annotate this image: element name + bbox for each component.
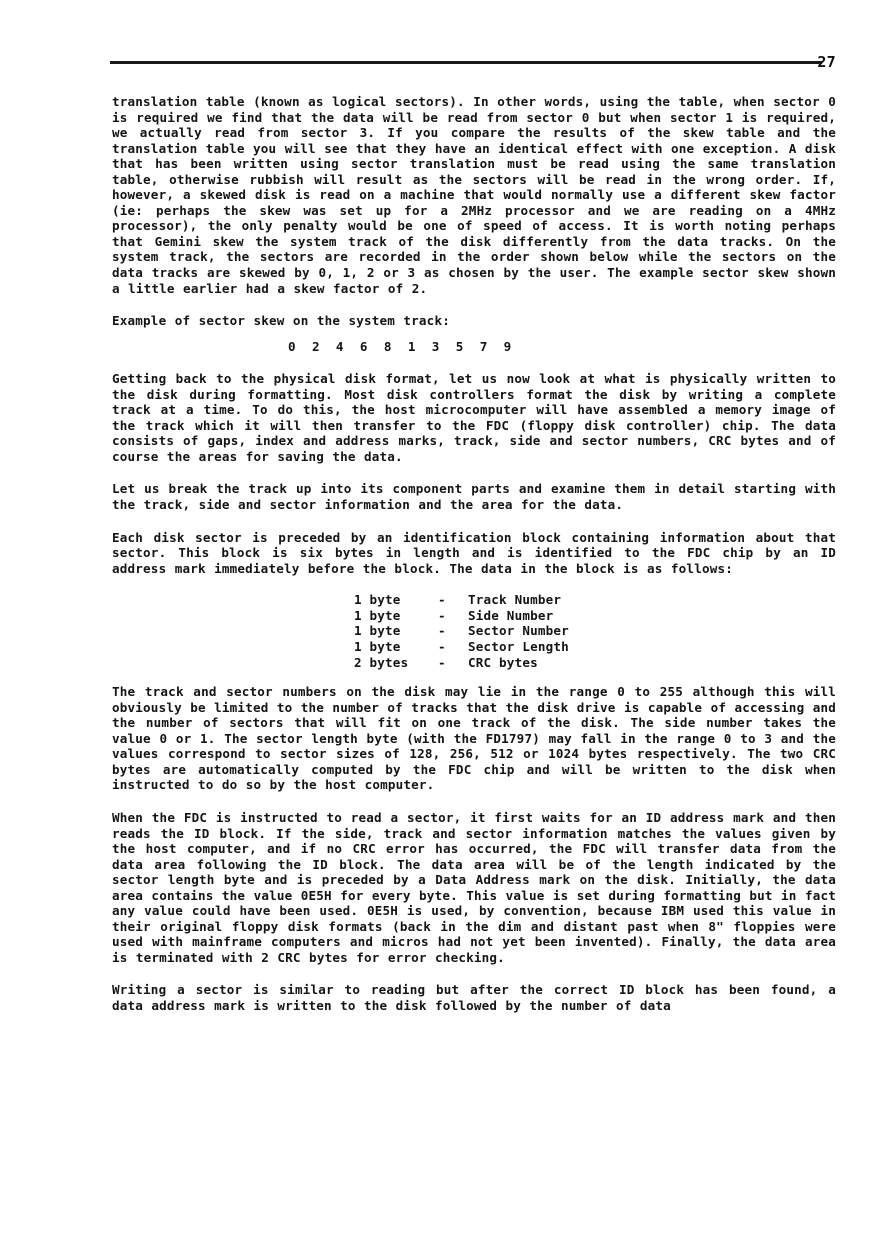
id-block-separator: -	[438, 607, 446, 623]
id-block-row	[354, 639, 836, 655]
id-block-separator: -	[438, 654, 446, 670]
id-block-quantity: 1 byte	[354, 623, 401, 639]
id-block-label: CRC bytes	[468, 654, 538, 670]
document-body	[112, 94, 836, 1031]
id-block-row	[354, 608, 836, 624]
paragraph-writing-sector: Writing a sector is similar to reading but after the correct ID block has been found, a data address mark is written to the disk followed by the number of data	[112, 982, 836, 1014]
page-header	[110, 52, 836, 82]
id-block-label: Track Number	[468, 592, 562, 608]
skew-sequence-values: 0 2 4 6 8 1 3 5 7 9	[288, 338, 515, 354]
header-rule	[110, 61, 822, 64]
id-block-row	[354, 623, 836, 639]
id-block-quantity: 1 byte	[354, 607, 401, 623]
id-block-quantity: 1 byte	[354, 639, 401, 654]
paragraph-identification-block: Each disk sector is preceded by an identification block containing information about that sector. This block is six bytes in length and is identified to the FDC chip by an ID address mark immediately before the block. The data in the block is as follows:	[112, 529, 836, 576]
id-block-label: Sector Number	[468, 623, 569, 639]
paragraph-break-track-parts: Let us break the track up into its component parts and examine them in detail starting with the track, side and sector information and the area for the data.	[112, 481, 836, 513]
id-block-separator: -	[438, 592, 446, 608]
id-block-row	[354, 592, 836, 608]
id-block-label: Side Number	[468, 607, 554, 623]
id-block-separator: -	[438, 623, 446, 639]
id-block-quantity: 1 byte	[354, 592, 401, 608]
skew-example-caption: Example of sector skew on the system track:	[112, 313, 450, 329]
paragraph-track-sector-ranges: The track and sector numbers on the disk may lie in the range 0 to 255 although this will obviously be limited to the number of tracks that the disk drive is capable of accessing and the number of sectors that will fit on one track of the disk. The side number takes the value 0 or 1. The sector length byte (with the FD1797) may fall in the range 0 to 3 and the values correspond to sector sizes of 128, 256, 512 or 1024 bytes respectively. The two CRC bytes are automatically computed by the FDC chip and will be written to the disk when instructed to do so by the host computer.	[112, 684, 836, 793]
paragraph-fdc-read-sector: When the FDC is instructed to read a sector, it first waits for an ID address mark and then reads the ID block. If the side, track and sector information matches the values given by the host computer, and if no CRC error has occurred, the FDC will transfer data from the data area following the ID block. The data area will be of the length indicated by the sector length byte and is preceded by a Data Address mark on the disk. Initially, the data area contains the value 0E5H for every byte. This value is set during formatting but in fact any value could have been used. 0E5H is used, by convention, because IBM used this value in their original floppy disk formats (back in the dim and distant past when 8" floppies were used with mainframe computers and micros had not yet been invented). Finally, the data area is terminated with 2 CRC bytes for error checking.	[112, 810, 836, 965]
paragraph-physical-disk-format: Getting back to the physical disk format, let us now look at what is physically written to the disk during formatting. Most disk controllers format the disk by writing a complete track at a time. To do this, the host microcomputer will have assembled a memory image of the track which it will then transfer to the FDC (floppy disk controller) chip. The data consists of gaps, index and address marks, track, side and sector numbers, CRC bytes and of course the areas for saving the data.	[112, 371, 836, 464]
id-block-label: Sector Length	[468, 639, 569, 654]
paragraph-translation-table: translation table (known as logical sectors). In other words, using the table, when sector 0 is required we find that the data will be read from sector 0 but when sector 1 is required, we actually read from sector 3. If you compare the results of the skew table and the translation table you will see that they have an identical effect with one exception. A disk that has been written using sector translation must be read using the same translation table, otherwise rubbish will result as the sectors will be read in the wrong order. If, however, a skewed disk is read on a machine that would normally use a different skew factor (ie: perhaps the skew was set up for a 2MHz processor and we are reading on a 4MHz processor), the only penalty would be one of speed of access. It is worth noting perhaps that Gemini skew the system track of the disk differently from the data tracks. On the system track, the sectors are recorded in the order shown below while the sectors on the data tracks are skewed by 0, 1, 2 or 3 as chosen by the user. The example sector skew shown a little earlier had a skew factor of 2.	[112, 94, 836, 296]
id-block-quantity: 2 bytes	[354, 654, 409, 670]
id-block-row	[354, 655, 836, 671]
id-block-separator: -	[438, 639, 446, 654]
id-block-field-list	[112, 592, 836, 670]
page-number: 27	[817, 53, 836, 71]
